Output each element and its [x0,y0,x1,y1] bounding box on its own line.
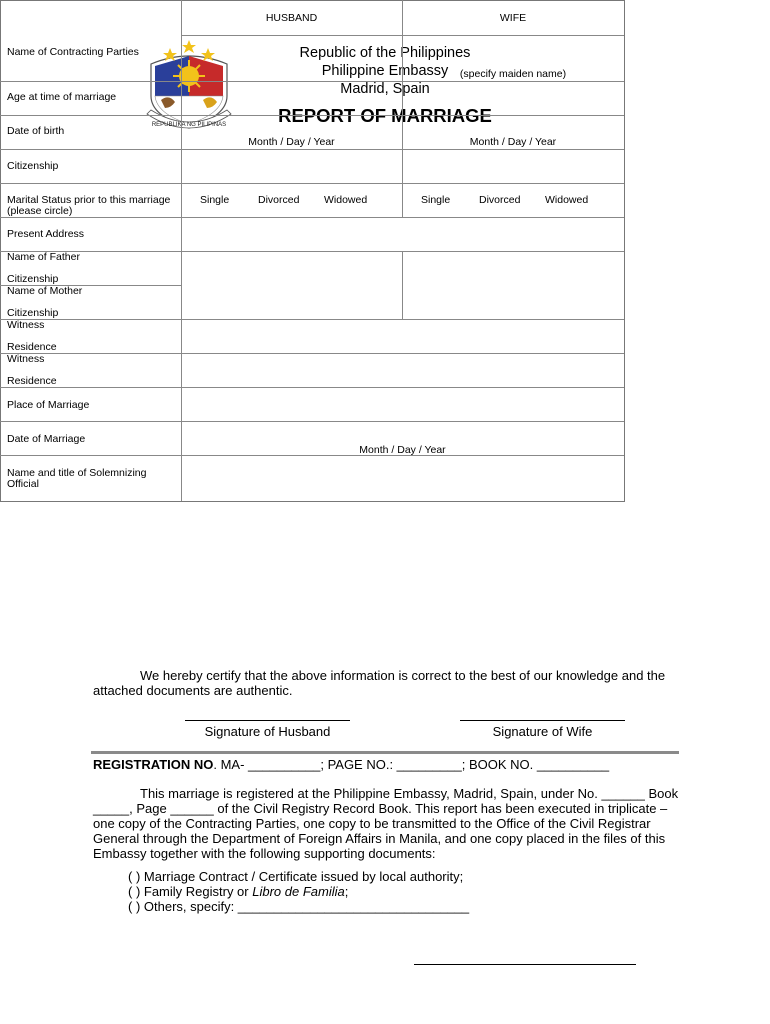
doc-family-registry-end: ; [344,884,349,899]
column-husband: HUSBAND [265,12,318,24]
maiden-name-note: (specify maiden name) [459,68,567,80]
label-official: Official [7,478,39,490]
header-embassy: Philippine Embassy [321,63,449,79]
label-age: Age at time of marriage [7,91,117,103]
label-date-of-birth: Date of birth [7,125,65,137]
certify-line-2: attached documents are authentic. [93,683,293,698]
label-citizenship: Citizenship [7,160,59,172]
header-republic: Republic of the Philippines [299,45,471,61]
label-name-contracting-parties: Name of Contracting Parties [7,46,139,58]
doc-others[interactable]: ( ) Others, specify: ________________________________ [128,899,470,914]
seal-text: REPUBLIKA NG PILIPINAS [151,122,227,128]
label-witness-2: Witness [7,353,45,365]
wife-option-widowed[interactable]: Widowed [545,194,589,206]
column-wife: WIFE [499,12,527,24]
label-residence-1: Residence [7,341,57,353]
label-mother-citizenship: Citizenship [7,307,59,319]
wife-option-divorced[interactable]: Divorced [479,194,521,206]
husband-option-divorced[interactable]: Divorced [258,194,300,206]
registration-line [93,757,609,773]
signature-husband-label: Signature of Husband [204,724,331,739]
husband-option-widowed[interactable]: Widowed [324,194,368,206]
label-name-of-mother: Name of Mother [7,285,83,297]
registration-paragraph-line-3: one copy of the Contracting Parties, one copy to be transmitted to the Office of the Civil Registrar [93,816,651,831]
doc-family-registry-text: ( ) Family Registry or [128,884,253,899]
wife-signature-line[interactable] [460,720,625,721]
registration-paragraph-line-2: _____, Page ______ of the Civil Registry Record Book. This report has been executed in triplicate – [93,801,668,816]
signature-wife-label: Signature of Wife [492,724,593,739]
doc-family-registry[interactable] [128,884,348,900]
registration-paragraph-line-5: Embassy together with the following supporting documents: [93,846,436,861]
philippine-seal-icon [143,36,235,136]
doc-libro-de-familia: Libro de Familia [252,884,345,899]
label-marital-status: Marital Status prior to this marriage [7,194,171,206]
label-place-of-marriage: Place of Marriage [7,399,90,411]
official-signature-line[interactable] [414,964,636,965]
doc-marriage-contract[interactable]: ( ) Marriage Contract / Certificate issued by local authority; [128,869,464,884]
label-name-of-father: Name of Father [7,251,80,263]
label-date-of-marriage: Date of Marriage [7,433,86,445]
label-solemnizing-official: Name and title of Solemnizing [7,467,147,479]
registration-paragraph-line-1: This marriage is registered at the Philippine Embassy, Madrid, Spain, under No. ______ Book [140,786,679,801]
husband-option-single[interactable]: Single [200,194,230,206]
wife-option-single[interactable]: Single [421,194,451,206]
registration-fields: . MA- __________; PAGE NO.: _________; BOOK NO. __________ [213,757,610,772]
header-location: Madrid, Spain [340,81,430,97]
label-please-circle: (please circle) [7,205,73,217]
marriage-date-hint: Month / Day / Year [359,444,446,456]
husband-dob-hint: Month / Day / Year [248,136,335,148]
husband-signature-line[interactable] [185,720,350,721]
page-title: REPORT OF MARRIAGE [278,105,492,126]
registration-paragraph-line-4: General through the Department of Foreign Affairs in Manila, and one copy placed in the files of this [93,831,666,846]
label-present-address: Present Address [7,228,85,240]
registration-label: REGISTRATION NO [93,757,214,772]
wife-dob-hint: Month / Day / Year [469,136,557,148]
label-residence-2: Residence [7,375,57,387]
certify-line-1: We hereby certify that the above information is correct to the best of our knowledge and the [140,668,666,683]
label-father-citizenship: Citizenship [7,273,59,285]
section-divider [91,751,679,754]
label-witness-1: Witness [7,319,45,331]
